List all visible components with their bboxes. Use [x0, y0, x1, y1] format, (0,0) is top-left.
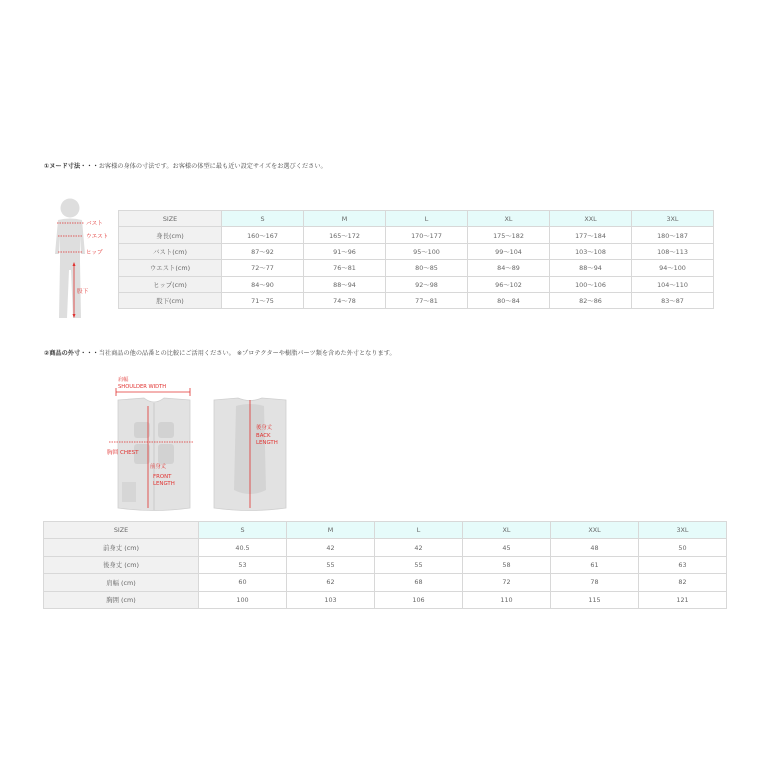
hip-label: ヒップ — [86, 250, 103, 256]
header-cell: SIZE — [119, 211, 222, 227]
back-length-label-jp: 後身丈 — [256, 425, 273, 431]
table-cell: 108～113 — [632, 243, 714, 259]
vest-front-figure — [104, 370, 204, 515]
nude-size-table — [118, 210, 714, 309]
table-header-row — [119, 211, 714, 227]
table-cell: 84～90 — [222, 276, 304, 292]
table-row — [119, 276, 714, 292]
table-cell: 103～108 — [550, 243, 632, 259]
header-cell: 3XL — [639, 522, 727, 539]
back-length-label-en1: BACK — [256, 433, 271, 439]
table-cell: 71～75 — [222, 292, 304, 308]
table-cell: 87～92 — [222, 243, 304, 259]
section2-title: ②商品の外寸・・・ — [44, 350, 99, 357]
table-cell: 104～110 — [632, 276, 714, 292]
table-cell: 99～104 — [468, 243, 550, 259]
front-length-label-en2: LENGTH — [153, 481, 175, 487]
header-cell: M — [287, 522, 375, 539]
bust-label: バスト — [86, 221, 103, 227]
table-row — [44, 574, 727, 591]
table-cell: 177～184 — [550, 227, 632, 243]
front-length-label-jp: 前身丈 — [150, 464, 167, 470]
header-cell: XXL — [550, 211, 632, 227]
table-cell: 88～94 — [304, 276, 386, 292]
header-cell: L — [375, 522, 463, 539]
garment-size-table — [43, 521, 727, 609]
table-cell: 40.5 — [199, 539, 287, 556]
table-cell: 103 — [287, 591, 375, 608]
table-header-row — [44, 522, 727, 539]
table-cell: 121 — [639, 591, 727, 608]
table-cell: 68 — [375, 574, 463, 591]
table-cell: 96～102 — [468, 276, 550, 292]
row-label: 前身丈 (cm) — [44, 539, 199, 556]
table-cell: 80～85 — [386, 260, 468, 276]
header-cell: XL — [468, 211, 550, 227]
table-row — [119, 260, 714, 276]
row-label: 股下(cm) — [119, 292, 222, 308]
table-cell: 92～98 — [386, 276, 468, 292]
table-cell: 94～100 — [632, 260, 714, 276]
table-cell: 61 — [551, 556, 639, 573]
row-label: 肩幅 (cm) — [44, 574, 199, 591]
table-cell: 95～100 — [386, 243, 468, 259]
table-cell: 55 — [375, 556, 463, 573]
header-cell: SIZE — [44, 522, 199, 539]
row-label: 胸囲 (cm) — [44, 591, 199, 608]
header-cell: 3XL — [632, 211, 714, 227]
header-cell: XXL — [551, 522, 639, 539]
front-length-label-en1: FRONT — [153, 474, 172, 480]
header-cell: L — [386, 211, 468, 227]
table-cell: 72 — [463, 574, 551, 591]
table-cell: 84～89 — [468, 260, 550, 276]
chest-label: 胸囲 CHEST — [107, 450, 139, 456]
table-cell: 45 — [463, 539, 551, 556]
table-cell: 55 — [287, 556, 375, 573]
table-row — [119, 227, 714, 243]
table-cell: 82～86 — [550, 292, 632, 308]
back-length-label-en2: LENGTH — [256, 440, 278, 446]
table-cell: 170～177 — [386, 227, 468, 243]
table-cell: 74～78 — [304, 292, 386, 308]
table-cell: 48 — [551, 539, 639, 556]
table-cell: 72～77 — [222, 260, 304, 276]
section1-caption — [44, 161, 327, 170]
shoulder-label-jp: 肩幅 — [118, 377, 129, 383]
table-cell: 76～81 — [304, 260, 386, 276]
row-label: 後身丈 (cm) — [44, 556, 199, 573]
table-cell: 78 — [551, 574, 639, 591]
body-measurement-figure — [50, 196, 110, 326]
waist-label: ウエスト — [86, 234, 109, 240]
header-cell: S — [199, 522, 287, 539]
table-cell: 91～96 — [304, 243, 386, 259]
section1-title: ①ヌード寸法・・・ — [44, 163, 99, 170]
table-cell: 180～187 — [632, 227, 714, 243]
table-row — [119, 292, 714, 308]
table-cell: 58 — [463, 556, 551, 573]
table-row — [44, 556, 727, 573]
table-cell: 165～172 — [304, 227, 386, 243]
table-cell: 62 — [287, 574, 375, 591]
table-cell: 115 — [551, 591, 639, 608]
table-cell: 83～87 — [632, 292, 714, 308]
header-cell: XL — [463, 522, 551, 539]
table-cell: 60 — [199, 574, 287, 591]
table-cell: 42 — [375, 539, 463, 556]
section1-desc: お客様の身体の寸法です。お客様の体型に最も近い設定サイズをお選びください。 — [98, 163, 327, 170]
table-cell: 42 — [287, 539, 375, 556]
section2-caption — [44, 348, 396, 357]
table-row — [44, 591, 727, 608]
vest-back-figure — [208, 370, 298, 515]
table-row — [119, 243, 714, 259]
section2-desc: 当社商品の他の品番との比較にご活用ください。 ※プロテクターや樹脂パーツ類を含めた外寸となります。 — [98, 350, 396, 357]
table-cell: 77～81 — [386, 292, 468, 308]
header-cell: S — [222, 211, 304, 227]
row-label: ヒップ(cm) — [119, 276, 222, 292]
table-cell: 63 — [639, 556, 727, 573]
row-label: ウエスト(cm) — [119, 260, 222, 276]
shoulder-label-en: SHOULDER WIDTH — [118, 384, 167, 390]
table-cell: 88～94 — [550, 260, 632, 276]
table-cell: 110 — [463, 591, 551, 608]
inseam-label: 股下 — [77, 289, 89, 295]
table-cell: 100 — [199, 591, 287, 608]
table-cell: 100～106 — [550, 276, 632, 292]
header-cell: M — [304, 211, 386, 227]
row-label: バスト(cm) — [119, 243, 222, 259]
row-label: 身長(cm) — [119, 227, 222, 243]
table-cell: 80～84 — [468, 292, 550, 308]
table-cell: 160～167 — [222, 227, 304, 243]
table-cell: 175～182 — [468, 227, 550, 243]
table-cell: 106 — [375, 591, 463, 608]
table-row — [44, 539, 727, 556]
table-cell: 82 — [639, 574, 727, 591]
table-cell: 50 — [639, 539, 727, 556]
table-cell: 53 — [199, 556, 287, 573]
